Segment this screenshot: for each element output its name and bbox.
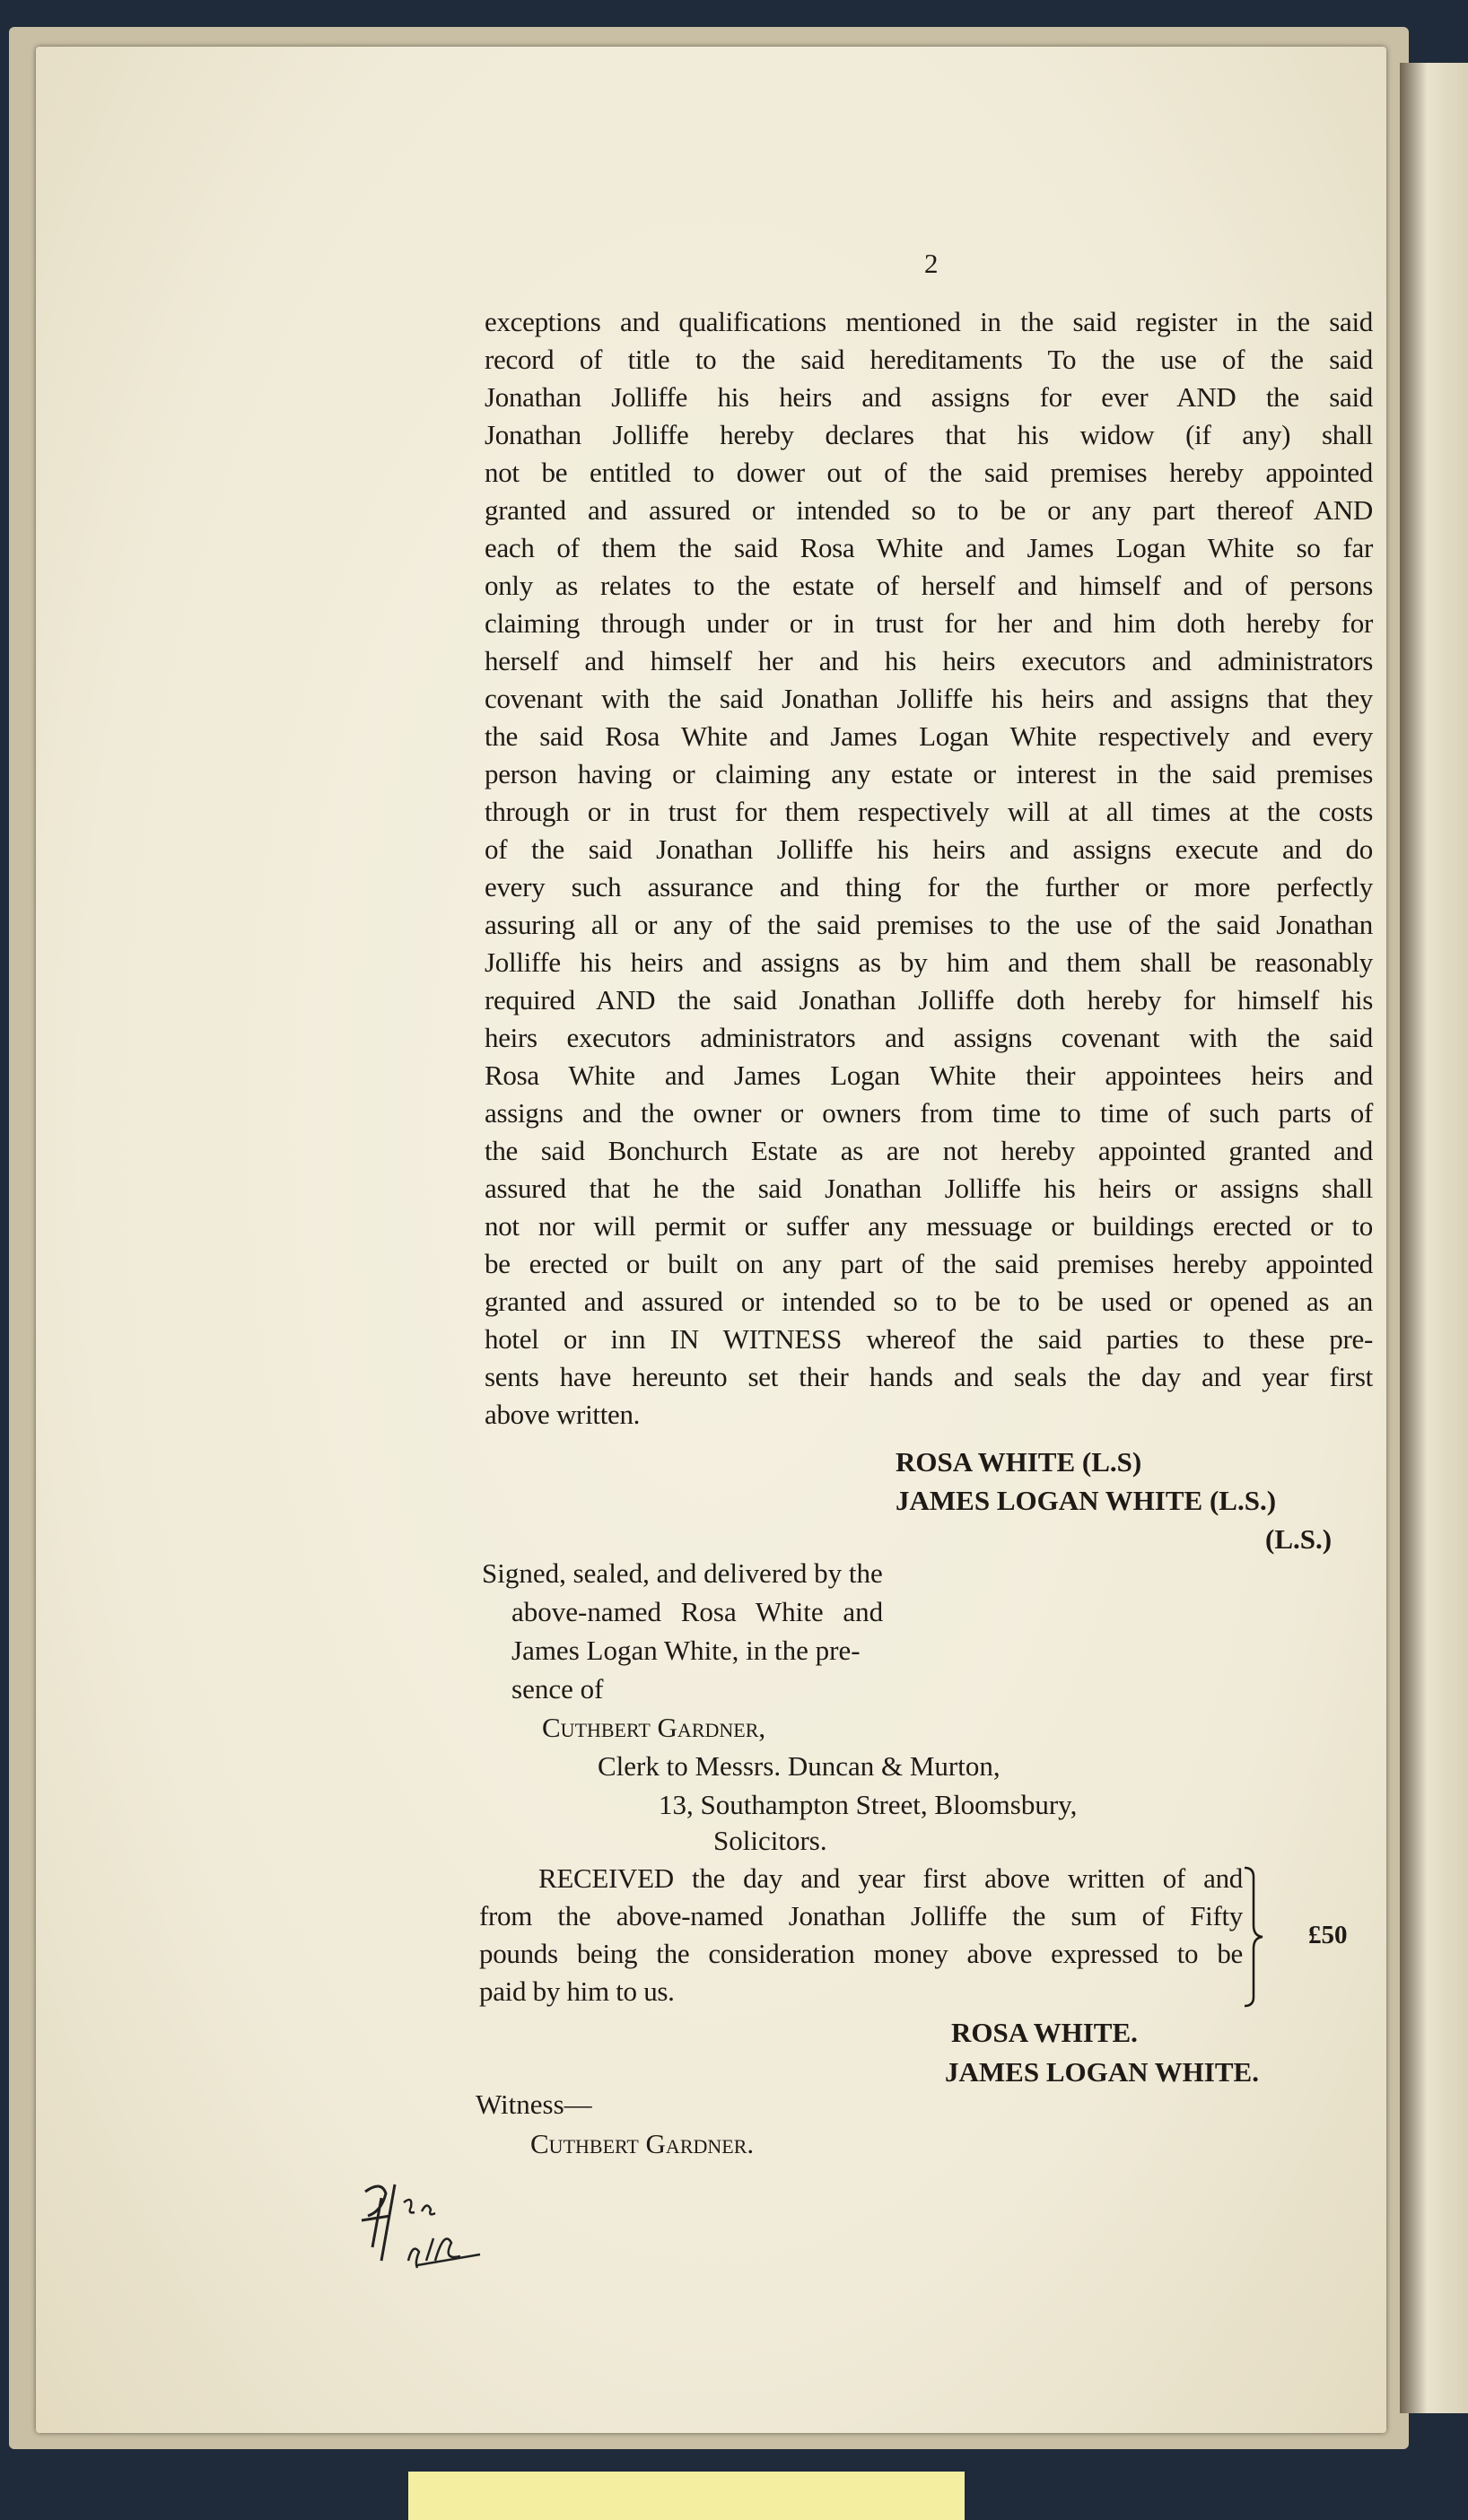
body-line: claiming through under or in trust for her and him doth hereby for	[485, 607, 1373, 639]
body-line: covenant with the said Jonathan Jolliffe his heirs and assigns that they	[485, 683, 1373, 714]
body-line: be erected or built on any part of the said premises hereby appointed	[485, 1248, 1373, 1279]
body-line: required AND the said Jonathan Jolliffe doth hereby for himself his	[485, 984, 1373, 1016]
paper-tab	[408, 2472, 965, 2520]
receipt-signature-james-logan-white: JAMES LOGAN WHITE.	[945, 2056, 1259, 2088]
body-line: not be entitled to dower out of the said premises hereby appointed	[485, 457, 1373, 488]
body-line: Jolliffe his heirs and assigns as by him and them shall be reasonably	[485, 946, 1373, 978]
facing-page-edge	[1400, 63, 1468, 2413]
body-line: record of title to the said hereditaments To the use of the said	[485, 344, 1373, 375]
body-line: heirs executors administrators and assigns covenant with the said	[485, 1022, 1373, 1053]
body-line: of the said Jonathan Jolliffe his heirs and assigns execute and do	[485, 833, 1373, 865]
attestation-line: above-named Rosa White and	[511, 1596, 884, 1627]
body-line: not nor will permit or suffer any messuage or buildings erected or to	[485, 1210, 1373, 1242]
receipt-amount: £50	[1308, 1921, 1348, 1949]
receipt-witness-name: Cuthbert Gardner.	[530, 2128, 755, 2159]
page-number: 2	[924, 248, 939, 279]
witness-firm: Solicitors.	[713, 1825, 827, 1856]
body-line: assuring all or any of the said premises to the use of the said Jonathan	[485, 909, 1373, 940]
body-line: granted and assured or intended so to be to be used or opened as an	[485, 1286, 1373, 1317]
witness-address: 13, Southampton Street, Bloomsbury,	[659, 1789, 1078, 1820]
signature-james-logan-white: JAMES LOGAN WHITE (L.S.)	[896, 1485, 1277, 1516]
body-line: sents have hereunto set their hands and seals the day and year first	[485, 1361, 1373, 1392]
receipt-line: RECEIVED the day and year first above written of and	[538, 1862, 1243, 1894]
curly-brace-icon	[1243, 1864, 1264, 2010]
witness-role: Clerk to Messrs. Duncan & Murton,	[598, 1750, 1001, 1782]
body-line: granted and assured or intended so to be or any part thereof AND	[485, 494, 1373, 526]
attestation-line: Signed, sealed, and delivered by the	[482, 1557, 883, 1589]
receipt-line: from the above-named Jonathan Jolliffe the sum of Fifty	[479, 1900, 1243, 1931]
body-line: through or in trust for them respectively will at all times at the costs	[485, 796, 1373, 827]
body-line: assured that he the said Jonathan Jolliffe his heirs or assigns shall	[485, 1173, 1373, 1204]
body-line: Rosa White and James Logan White their appointees heirs and	[485, 1059, 1373, 1091]
attestation-line: James Logan White, in the pre-	[511, 1635, 861, 1666]
body-line: the said Rosa White and James Logan White respectively and every	[485, 720, 1373, 752]
body-line: assigns and the owner or owners from time to time of such parts of	[485, 1097, 1373, 1129]
body-line: every such assurance and thing for the further or more perfectly	[485, 871, 1373, 902]
body-line: herself and himself her and his heirs executors and administrators	[485, 645, 1373, 676]
body-line: each of them the said Rosa White and James Logan White so far	[485, 532, 1373, 563]
witness-name: Cuthbert Gardner,	[542, 1712, 766, 1743]
receipt-witness-label: Witness—	[476, 2088, 592, 2120]
signature-seal: (L.S.)	[1265, 1523, 1333, 1555]
handwritten-annotation	[354, 2176, 498, 2274]
receipt-line: pounds being the consideration money above expressed to be	[479, 1938, 1243, 1969]
receipt-signature-rosa-white: ROSA WHITE.	[951, 2017, 1138, 2048]
body-line: only as relates to the estate of herself and himself and of persons	[485, 570, 1373, 601]
signature-rosa-white: ROSA WHITE (L.S)	[896, 1446, 1142, 1478]
body-line: above written.	[485, 1399, 641, 1430]
body-line: the said Bonchurch Estate as are not hereby appointed granted and	[485, 1135, 1373, 1166]
body-line: Jonathan Jolliffe hereby declares that his widow (if any) shall	[485, 419, 1373, 450]
attestation-line: sence of	[511, 1673, 604, 1705]
body-line: exceptions and qualifications mentioned in the said register in the said	[485, 306, 1373, 337]
body-line: hotel or inn IN WITNESS whereof the said parties to these pre-	[485, 1323, 1373, 1355]
body-line: Jonathan Jolliffe his heirs and assigns for ever AND the said	[485, 381, 1373, 413]
body-line: person having or claiming any estate or interest in the said premises	[485, 758, 1373, 789]
receipt-line: paid by him to us.	[479, 1975, 675, 2007]
